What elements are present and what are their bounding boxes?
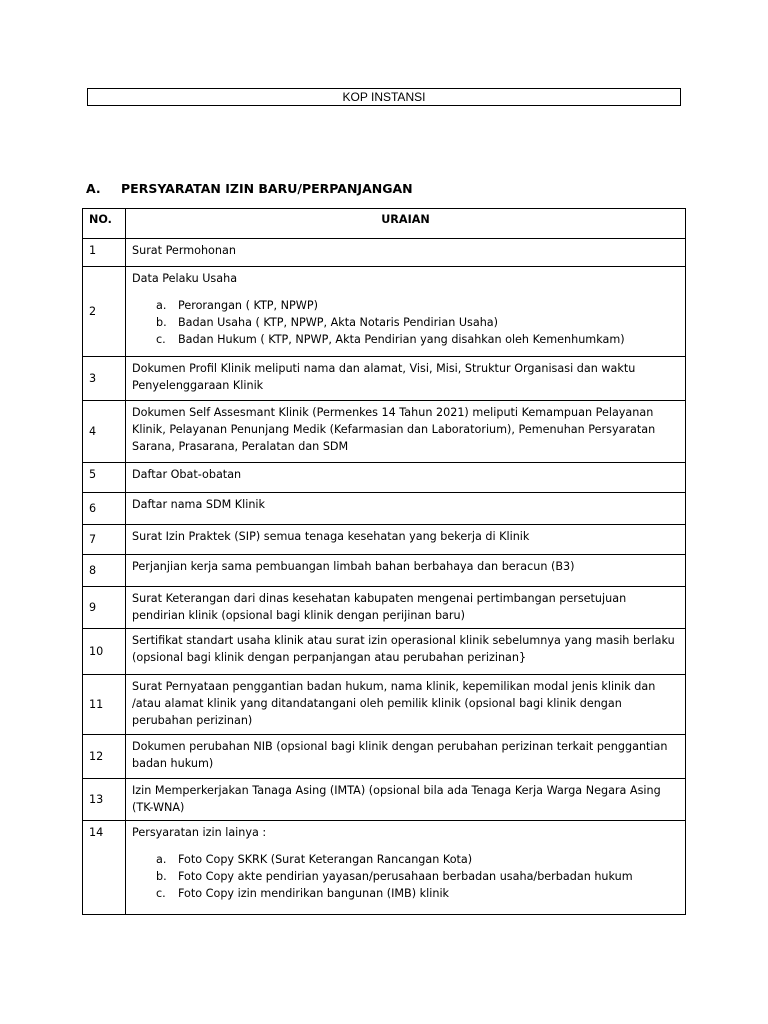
table-row xyxy=(83,779,686,821)
row-text: Surat Pernyataan penggantian badan hukum, nama klinik, kepemilikan modal jenis klinik dan /atau alamat klinik yang ditandatangani oleh pemilik klinik (opsional bagi klinik dengan perubahan perizinan) xyxy=(126,675,686,735)
list-text: Foto Copy SKRK (Surat Keterangan Rancangan Kota) xyxy=(178,853,473,866)
requirements-table xyxy=(82,208,686,915)
row-number: 12 xyxy=(83,735,126,779)
row-text: Dokumen perubahan NIB (opsional bagi klinik dengan perubahan perizinan terkait penggantian badan hukum) xyxy=(126,735,686,779)
row-text: Dokumen Profil Klinik meliputi nama dan alamat, Visi, Misi, Struktur Organisasi dan waktu Penyelenggaraan Klinik xyxy=(126,357,686,401)
row-text: Surat Keterangan dari dinas kesehatan kabupaten mengenai pertimbangan persetujuan pendirian klinik (opsional bagi klinik dengan perijinan baru) xyxy=(126,587,686,629)
list-marker: a. xyxy=(156,299,167,312)
row-number: 3 xyxy=(83,357,126,401)
list-item xyxy=(132,868,679,885)
section-letter: A. xyxy=(86,181,101,196)
section-heading xyxy=(86,181,413,196)
row-number: 11 xyxy=(83,675,126,735)
table-row xyxy=(83,525,686,555)
table-row xyxy=(83,629,686,675)
table-row xyxy=(83,239,686,267)
table-row xyxy=(83,821,686,915)
row-text: Daftar nama SDM Klinik xyxy=(126,493,686,525)
table-row xyxy=(83,463,686,493)
table-header-row xyxy=(83,209,686,239)
table-row xyxy=(83,555,686,587)
table-row xyxy=(83,735,686,779)
list-marker: c. xyxy=(156,887,166,900)
list-marker: b. xyxy=(156,316,167,329)
kop-instansi-label: KOP INSTANSI xyxy=(342,90,426,104)
table-row xyxy=(83,587,686,629)
row-number: 8 xyxy=(83,555,126,587)
row-number: 10 xyxy=(83,629,126,675)
list-text: Foto Copy akte pendirian yayasan/perusahaan berbadan usaha/berbadan hukum xyxy=(178,870,633,883)
table-row xyxy=(83,401,686,463)
table-row xyxy=(83,493,686,525)
row-text: Perjanjian kerja sama pembuangan limbah bahan berbahaya dan beracun (B3) xyxy=(126,555,686,587)
list-text: Badan Usaha ( KTP, NPWP, Akta Notaris Pendirian Usaha) xyxy=(178,316,499,329)
kop-instansi-box xyxy=(87,88,681,106)
sub-list xyxy=(132,297,679,348)
row-text: Izin Memperkerjakan Tanaga Asing (IMTA) (opsional bila ada Tenaga Kerja Warga Negara Asing (TK-WNA) xyxy=(126,779,686,821)
list-item xyxy=(132,851,679,868)
column-header-no: NO. xyxy=(83,209,126,239)
list-item xyxy=(132,331,679,348)
row-number: 2 xyxy=(83,267,126,357)
row-number: 13 xyxy=(83,779,126,821)
row-text: Sertifikat standart usaha klinik atau surat izin operasional klinik sebelumnya yang masih berlaku (opsional bagi klinik dengan perpanjangan atau perubahan perizinan} xyxy=(126,629,686,675)
list-text: Badan Hukum ( KTP, NPWP, Akta Pendirian yang disahkan oleh Kemenhumkam) xyxy=(178,333,625,346)
row-text: Persyaratan izin lainya : xyxy=(132,826,267,839)
column-header-uraian: URAIAN xyxy=(126,209,686,239)
sub-list xyxy=(132,851,679,902)
section-title: PERSYARATAN IZIN BARU/PERPANJANGAN xyxy=(121,181,413,196)
row-number: 5 xyxy=(83,463,126,493)
table-row xyxy=(83,267,686,357)
row-number: 4 xyxy=(83,401,126,463)
row-number: 1 xyxy=(83,239,126,267)
row-text: Daftar Obat-obatan xyxy=(126,463,686,493)
row-number: 7 xyxy=(83,525,126,555)
table-row xyxy=(83,675,686,735)
list-item xyxy=(132,885,679,902)
list-text: Foto Copy izin mendirikan bangunan (IMB) klinik xyxy=(178,887,450,900)
row-cell xyxy=(126,821,686,915)
list-item xyxy=(132,297,679,314)
row-text: Surat Permohonan xyxy=(126,239,686,267)
list-item xyxy=(132,314,679,331)
row-number: 9 xyxy=(83,587,126,629)
row-text: Data Pelaku Usaha xyxy=(132,272,238,285)
row-number: 14 xyxy=(83,821,126,915)
list-marker: b. xyxy=(156,870,167,883)
list-marker: a. xyxy=(156,853,167,866)
list-text: Perorangan ( KTP, NPWP) xyxy=(178,299,318,312)
row-number: 6 xyxy=(83,493,126,525)
row-text: Dokumen Self Assesmant Klinik (Permenkes 14 Tahun 2021) meliputi Kemampuan Pelayanan Klinik, Pelayanan Penunjang Medik (Kefarmasian dan Laboratorium), Pemenuhan Persyaratan Sarana, Prasarana, Peralatan dan SDM xyxy=(126,401,686,463)
row-cell xyxy=(126,267,686,357)
list-marker: c. xyxy=(156,333,166,346)
table-row xyxy=(83,357,686,401)
row-text: Surat Izin Praktek (SIP) semua tenaga kesehatan yang bekerja di Klinik xyxy=(126,525,686,555)
